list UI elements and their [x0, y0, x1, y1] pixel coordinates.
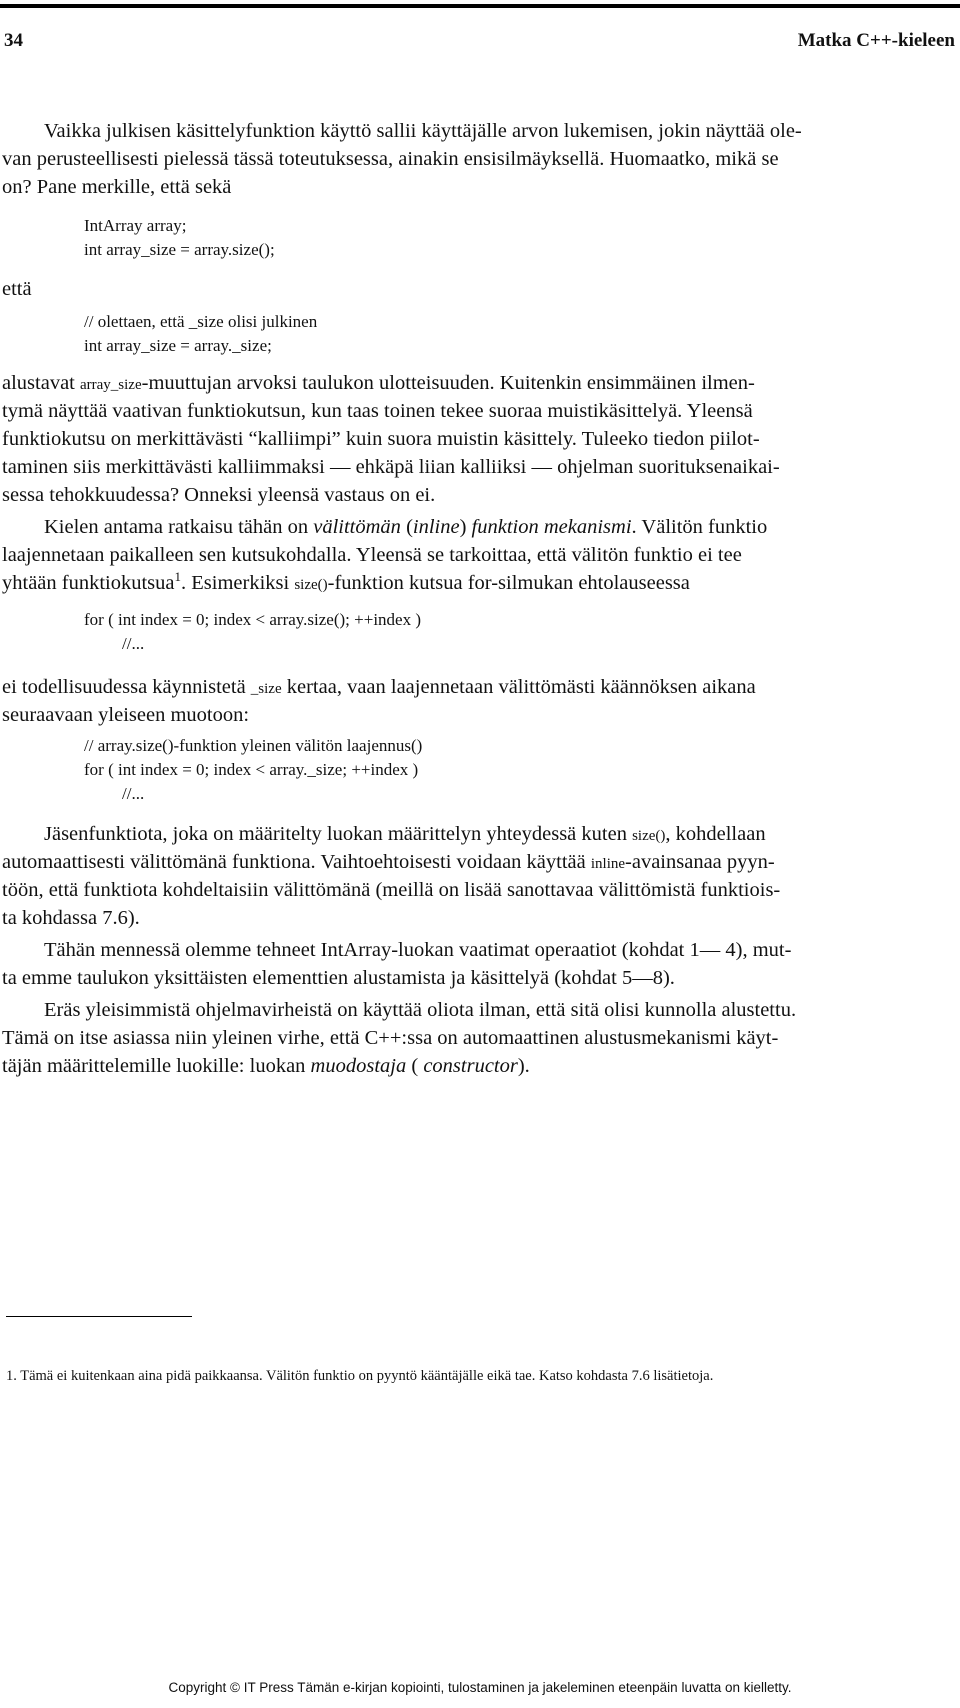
paragraph-line	[0, 370, 960, 398]
text-run: (	[400, 516, 413, 538]
header-rule	[0, 4, 960, 8]
text-run: täjän määrittelemille luokille: luokan	[2, 1055, 311, 1077]
paragraph-line: ta kohdassa 7.6).	[2, 907, 140, 929]
paragraph-line	[0, 1053, 960, 1079]
paragraph-line	[0, 821, 960, 849]
text-run: -muuttujan arvoksi taulukon ulotteisuuden. Kuitenkin ensimmäinen ilmen-	[141, 372, 755, 394]
paragraph-line: töön, että funktiota kohdeltaisiin välittömänä (meillä on lisää sanottavaa välittömistä funktiois-	[2, 879, 781, 901]
code-line: int array_size = array._size;	[84, 336, 272, 355]
code-line: //...	[122, 634, 145, 653]
code-line: // array.size()-funktion yleinen välitön laajennus()	[84, 736, 423, 755]
paragraph-line: tymä näyttää vaativan funktiokutsun, kun taas toinen tekee suoraa muistikäsittelyä. Yleensä	[2, 400, 753, 422]
text-run: . Esimerkiksi	[181, 572, 295, 594]
paragraph-line: on? Pane merkille, että sekä	[2, 176, 232, 198]
text-run: Jäsenfunktiota, joka on määritelty luokan määrittelyn yhteydessä kuten	[44, 823, 633, 845]
text-run: ei todellisuudessa käynnistetä	[2, 676, 251, 698]
code-line: // olettaen, että _size olisi julkinen	[84, 312, 318, 331]
paragraph-line: van perusteellisesti pielessä tässä toteutuksessa, ainakin ensisilmäyksellä. Huomaatko, mikä se	[2, 148, 779, 170]
code-line: for ( int index = 0; index < array._size; ++index )	[84, 760, 419, 779]
italic-term: välittömän	[313, 516, 401, 538]
inline-code: inline	[590, 856, 626, 872]
code-line: IntArray array;	[84, 216, 187, 235]
paragraph-line	[0, 849, 960, 877]
footnote-marker: 1	[174, 569, 182, 585]
page-number: 34	[4, 30, 23, 51]
code-line: for ( int index = 0; index < array.size(); ++index )	[84, 610, 422, 629]
footnote: 1. Tämä ei kuitenkaan aina pidä paikkaansa. Välitön funktio on pyyntö kääntäjälle eikä tae. Katso kohdasta 7.6 lisätietoja.	[6, 1368, 714, 1384]
paragraph-line: laajennetaan paikalleen sen kutsukohdalla. Yleensä se tarkoittaa, että välitön funktio ei tee	[2, 544, 742, 566]
text-run: (	[406, 1055, 424, 1077]
italic-term: inline	[412, 516, 460, 538]
text-run: -funktion kutsua for-silmukan ehtolauseessa	[327, 572, 690, 594]
paragraph-line: funktiokutsu on merkittävästi “kalliimpi” kuin suora muistin käsittely. Tuleeko tiedon piilot-	[2, 428, 760, 450]
italic-term: muodostaja	[310, 1055, 407, 1077]
text-run: alustavat	[2, 372, 80, 394]
text-run: automaattisesti välittömänä funktiona. Vaihtoehtoisesti voidaan käyttää	[2, 851, 591, 873]
paragraph-line	[0, 674, 960, 702]
paragraph-line: Vaikka julkisen käsittelyfunktion käyttö sallii käyttäjälle arvon lukemisen, jokin näyttää ole-	[44, 120, 802, 142]
code-line: //...	[122, 784, 145, 803]
inline-code: _size	[250, 681, 282, 697]
paragraph-line: Tämä on itse asiassa niin yleinen virhe, että C++:ssa on automaattinen alustusmekanismi käyt-	[2, 1027, 779, 1049]
inline-code: size()	[632, 828, 666, 844]
text-run: . Välitön funktio	[631, 516, 768, 538]
copyright-footer: Copyright © IT Press Tämän e-kirjan kopiointi, tulostaminen ja jakeleminen eteenpäin luvatta on kielletty.	[168, 1680, 792, 1695]
inline-code: size()	[294, 577, 328, 593]
book-title: Matka C++-kieleen	[797, 30, 955, 51]
paragraph-line: Tähän mennessä olemme tehneet IntArray-luokan vaatimat operaatiot (kohdat 1— 4), mut-	[44, 939, 792, 961]
text-run: ).	[517, 1055, 530, 1077]
text-run: kertaa, vaan laajennetaan välittömästi käännöksen aikana	[281, 676, 756, 698]
paragraph-line: Eräs yleisimmistä ohjelmavirheistä on käyttää oliota ilman, että sitä olisi kunnolla alustettu.	[44, 999, 797, 1021]
text-run: , kohdellaan	[665, 823, 766, 845]
code-line: int array_size = array.size();	[84, 240, 275, 259]
text-run: )	[459, 516, 472, 538]
text-run: Kielen antama ratkaisu tähän on	[44, 516, 314, 538]
paragraph-line: taminen siis merkittävästi kalliimmaksi — ehkäpä liian kalliiksi — ohjelman suorituksenaikai-	[2, 456, 780, 478]
footnote-rule	[6, 1316, 192, 1317]
italic-term: funktion mekanismi	[471, 516, 632, 538]
paragraph-line: että	[2, 278, 32, 300]
paragraph-line	[0, 570, 960, 598]
text-run: -avainsanaa pyyn-	[625, 851, 775, 873]
paragraph-line: sessa tehokkuudessa? Onneksi yleensä vastaus on ei.	[2, 484, 436, 506]
paragraph-line: ta emme taulukon yksittäisten elementtien alustamista ja käsittelyä (kohdat 5—8).	[2, 967, 675, 989]
paragraph-line: seuraavaan yleiseen muotoon:	[2, 704, 250, 726]
text-run: yhtään funktiokutsua	[2, 572, 175, 594]
inline-code: array_size	[80, 377, 142, 393]
italic-term: constructor	[423, 1055, 518, 1077]
paragraph-line	[0, 514, 960, 540]
